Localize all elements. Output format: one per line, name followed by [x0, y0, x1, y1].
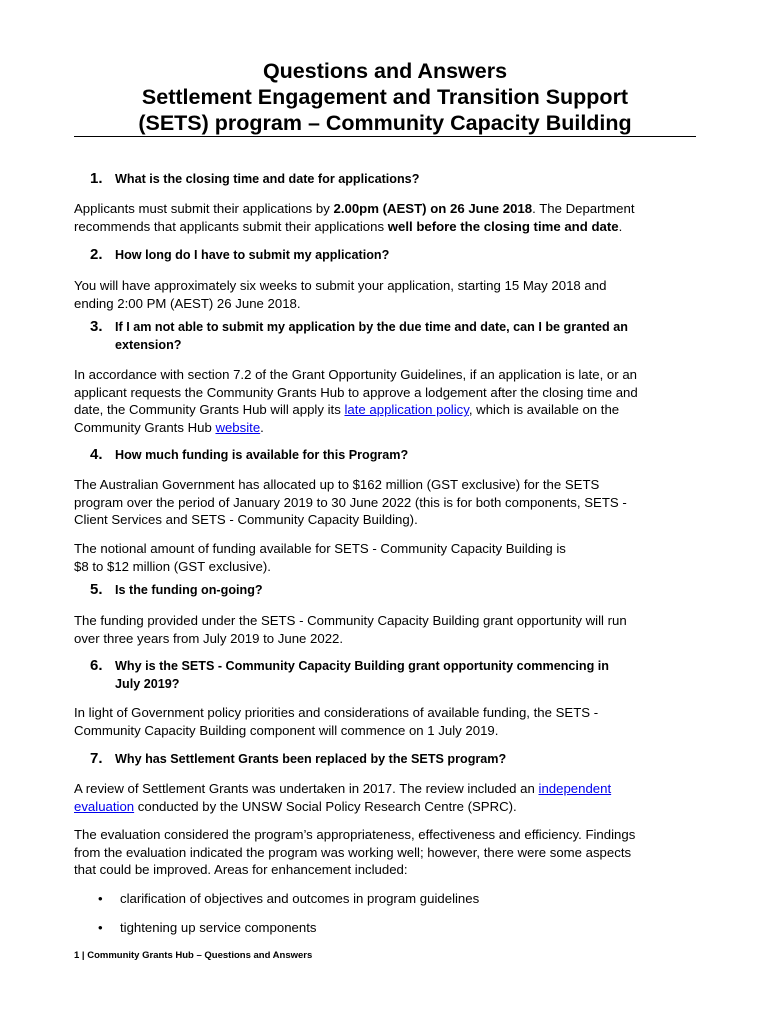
- answer-3: [74, 366, 696, 436]
- question-text-line-2: July 2019?: [115, 676, 180, 691]
- answer-2: [74, 277, 696, 312]
- answer-text: , which is available on the: [468, 402, 620, 417]
- page-footer: 1 | Community Grants Hub – Questions and Answers: [74, 950, 313, 961]
- answer-line: ending 2:00 PM (AEST) 26 June 2018.: [74, 295, 301, 311]
- answer-line: In light of Government policy priorities and considerations of available funding, the SETS -: [74, 705, 599, 720]
- page-title: [0, 58, 770, 136]
- title-line-3: (SETS) program – Community Capacity Building: [138, 111, 632, 135]
- question-text-line-2: extension?: [115, 337, 182, 352]
- question-text: How long do I have to submit my application?: [115, 248, 390, 262]
- title-line-1: Questions and Answers: [262, 59, 508, 83]
- question-text-line-1: Why is the SETS - Community Capacity Building grant opportunity commencing in: [115, 659, 609, 673]
- answer-line: The Australian Government has allocated up to $162 million (GST exclusive) for the SETS: [74, 477, 600, 492]
- answer-text: .: [260, 419, 264, 435]
- question-text: How much funding is available for this Program?: [115, 448, 409, 462]
- answer-line: $8 to $12 million (GST exclusive).: [74, 558, 271, 574]
- title-divider: [74, 136, 696, 137]
- answer-text: . The Department: [532, 201, 635, 216]
- answer-text: date, the Community Grants Hub will apply its: [74, 402, 345, 417]
- answer-line: from the evaluation indicated the program was working well; however, there were some aspects: [74, 844, 632, 860]
- website-link[interactable]: website: [215, 419, 261, 435]
- answer-1: [74, 200, 696, 235]
- question-text: What is the closing time and date for applications?: [115, 172, 420, 186]
- question-number: 1.: [90, 170, 103, 187]
- answer-line: that could be improved. Areas for enhancement included:: [74, 862, 408, 877]
- answer-text: Community Grants Hub: [74, 419, 216, 435]
- title-line-2: Settlement Engagement and Transition Support: [141, 85, 629, 109]
- independent-evaluation-link[interactable]: independent: [538, 781, 612, 796]
- answer-line: applicant requests the Community Grants Hub to approve a lodgement after the closing time and: [74, 384, 638, 400]
- answer-text: A review of Settlement Grants was undertaken in 2017. The review included an: [74, 781, 539, 796]
- question-2: [74, 247, 696, 265]
- answer-text: Applicants must submit their applications by: [74, 201, 334, 216]
- late-application-policy-link[interactable]: late application policy: [344, 402, 469, 417]
- answer-emphasis: well before the closing time and date: [387, 218, 619, 234]
- answer-line: In accordance with section 7.2 of the Grant Opportunity Guidelines, if an application is late, or an: [74, 367, 637, 382]
- answer-line: Client Services and SETS - Community Capacity Building).: [74, 512, 418, 527]
- answer-line: Community Capacity Building component will commence on 1 July 2019.: [74, 722, 499, 738]
- question-text: Why has Settlement Grants been replaced by the SETS program?: [115, 752, 507, 766]
- bullet-icon: •: [98, 891, 103, 906]
- answer-4-paragraph-2: [74, 540, 696, 575]
- question-6: [74, 658, 696, 693]
- question-number: 4.: [90, 446, 103, 463]
- question-7: [74, 751, 696, 769]
- question-number: 5.: [90, 581, 103, 598]
- independent-evaluation-link-continued[interactable]: evaluation: [74, 798, 135, 814]
- answer-line: over three years from July 2019 to June 2022.: [74, 630, 344, 646]
- question-number: 6.: [90, 657, 103, 674]
- list-item-text: tightening up service components: [120, 920, 317, 935]
- answer-4-paragraph-1: [74, 476, 696, 529]
- answer-emphasis: 2.00pm (AEST) on 26 June 2018: [333, 201, 533, 216]
- list-item-text: clarification of objectives and outcomes in program guidelines: [120, 891, 480, 906]
- answer-text: recommends that applicants submit their applications: [74, 218, 388, 234]
- answer-5: [74, 612, 696, 647]
- answer-text: .: [618, 218, 623, 234]
- question-text: Is the funding on-going?: [115, 583, 263, 597]
- question-number: 2.: [90, 246, 103, 263]
- answer-text: conducted by the UNSW Social Policy Research Centre (SPRC).: [134, 798, 517, 814]
- answer-line: The funding provided under the SETS - Community Capacity Building grant opportunity will run: [74, 613, 627, 628]
- answer-6: [74, 704, 696, 739]
- question-1: [74, 171, 696, 189]
- question-number: 7.: [90, 750, 103, 767]
- question-4: [74, 447, 696, 465]
- answer-line: The evaluation considered the program’s appropriateness, effectiveness and efficiency. Findings: [74, 827, 636, 842]
- question-3: [74, 319, 696, 354]
- answer-line: The notional amount of funding available for SETS - Community Capacity Building is: [74, 541, 566, 556]
- list-item: [74, 919, 696, 937]
- question-text-line-1: If I am not able to submit my application by the due time and date, can I be granted an: [115, 320, 628, 334]
- question-5: [74, 582, 696, 600]
- answer-7-paragraph-2: [74, 826, 696, 879]
- question-number: 3.: [90, 318, 103, 335]
- bullet-icon: •: [98, 920, 103, 935]
- list-item: [74, 890, 696, 908]
- answer-line: You will have approximately six weeks to submit your application, starting 15 May 2018 and: [74, 278, 607, 293]
- answer-line: program over the period of January 2019 to 30 June 2022 (this is for both components, SETS -: [74, 494, 627, 510]
- answer-7-paragraph-1: [74, 780, 696, 815]
